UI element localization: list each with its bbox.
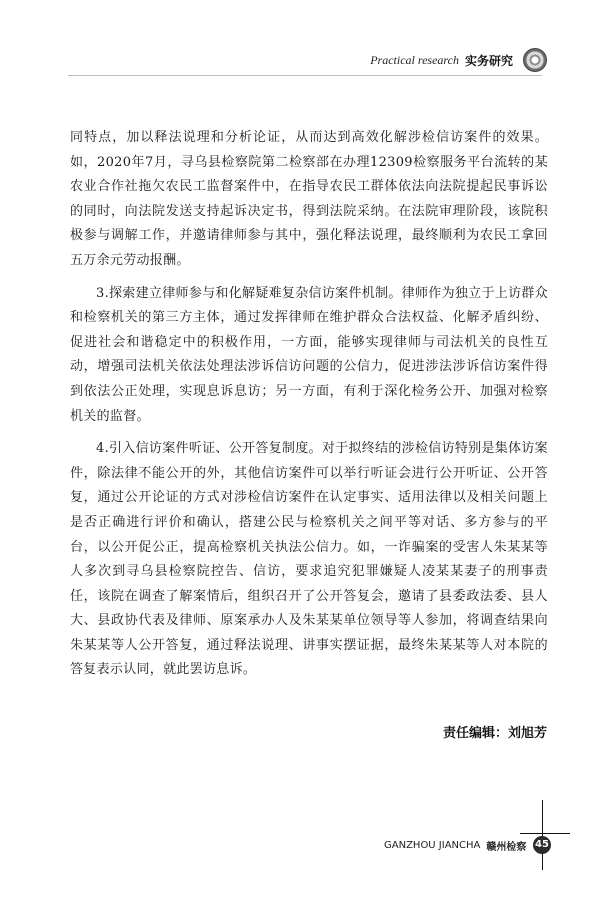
paragraph-3-heading: 4.引入信访案件听证、公开答复制度。 [96, 441, 322, 457]
paragraph-2 [70, 282, 548, 430]
footer-journal-name: 赣州检察 [486, 842, 527, 853]
paragraph-2-text: 律师作为独立于上访群众和检察机关的第三方主体，通过发挥律师在维护群众合法权益、化解矛盾纠纷、促进社会和谐稳定中的积极作用，一方面，能够实现律师与司法机关的良性互动，增强司法机关依法处理法涉诉信访问题的公信力，促进涉法涉诉信访案件得到依法公正处理，实现息诉息访；另一方面，有利于深化检务公开、加强对检察机关的监督。 [70, 285, 548, 424]
running-header [370, 48, 547, 72]
procuratorate-emblem-icon [523, 48, 547, 72]
header-chinese-title: 实务研究 [464, 53, 513, 68]
paragraph-3-text: 对于拟终结的涉检信访特别是集体访案件，除法律不能公开的外，其他信访案件可以举行听证会进行公开听证、公开答复，通过公开论证的方式对涉检信访案件在认定事实、适用法律以及相关问题上是否正确进行评价和确认，搭建公民与检察机关之间平等对话、多方参与的平台，以公开促公正，提高检察机关执法公信力。如，一诈骗案的受害人朱某某等人多次到寻乌县检察院控告、信访，要求追究犯罪嫌疑人凌某某妻子的刑事责任，该院在调查了解案情后，组织召开了公开答复会，邀请了县委政法委、县人大、县政协代表及律师、原案承办人及朱某某单位领导等人参加，将调查结果向朱某某等人公开答复，通过释法说理、讲事实摆证据，最终朱某某等人对本院的答复表示认同，就此罢访息诉。 [70, 441, 548, 678]
footer-latin-title: GANZHOU JIANCHA [384, 840, 481, 851]
paragraph-1 [70, 126, 548, 274]
article-body [70, 126, 548, 691]
page-number: 45 [533, 836, 551, 854]
running-footer [384, 838, 526, 853]
header-english-title: Practical research [370, 52, 459, 67]
paragraph-1-text: 同特点，加以释法说理和分析论证，从而达到高效化解涉检信访案件的效果。如，2020年7月，寻乌县检察院第二检察部在办理12309检察服务平台流转的某农业合作社拖欠农民工监督案件中，在指导农民工群体依法向法院提起民事诉讼的同时，向法院发送支持起诉决定书，得到法院采纳。在法院审理阶段，该院积极参与调解工作，并邀请律师参与其中，强化释法说理，最终顺利为农民工拿回五万余元劳动报酬。 [70, 130, 548, 268]
crop-mark-vertical [542, 800, 543, 870]
crop-mark-horizontal [520, 833, 570, 834]
paragraph-2-heading: 3.探索建立律师参与和化解疑难复杂信访案件机制。 [96, 285, 402, 301]
header-divider [68, 75, 542, 76]
paragraph-3 [70, 437, 548, 683]
responsible-editor: 责任编辑：刘旭芳 [442, 726, 547, 741]
